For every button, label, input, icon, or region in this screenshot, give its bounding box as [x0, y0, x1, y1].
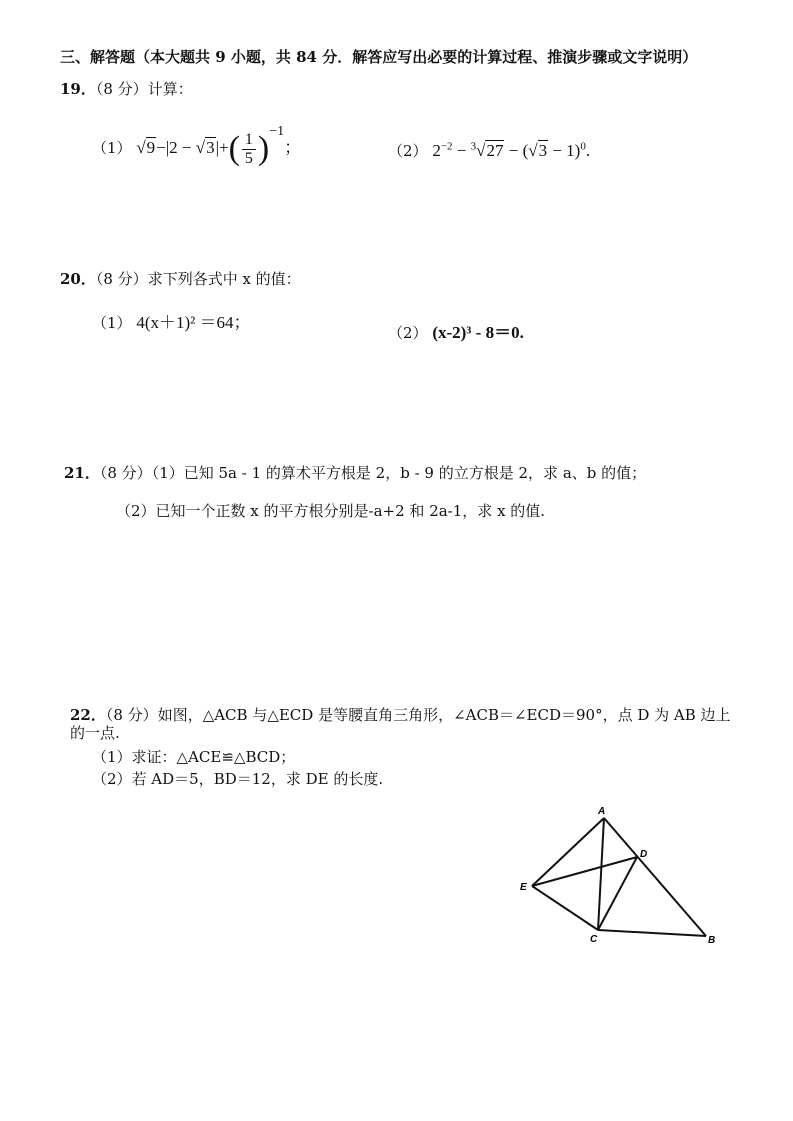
question-20-part-2-label: （2）: [388, 324, 428, 342]
question-21-part-2-text: （2）已知一个正数 x 的平方根分别是-a+2 和 2a-1，求 x 的值.: [116, 502, 546, 520]
question-19-part-1-expression: √9−|2 − √3|+( $\frac{1}{5}$ )$^{-1}$；: [136, 124, 302, 168]
question-19-header: [60, 78, 193, 99]
question-19-part-2-expression: $2^{-2} - ^3√27 - (√3 - 1)^0$.: [432, 140, 591, 160]
segment-cb: [598, 930, 706, 936]
question-21-part-2: [116, 500, 545, 521]
question-20-part-1-label: （1）: [92, 314, 132, 332]
question-22-statement: 如图，△ACB 与△ECD 是等腰直角三角形，∠ACB＝∠ECD＝90°，点 D 为 AB 边上: [157, 706, 731, 724]
question-20-points: （8 分）: [95, 270, 148, 288]
question-20-header: [60, 268, 301, 289]
question-19-part-1-label: （1）: [92, 139, 132, 157]
question-20-part-1-expression: 4(x＋1)² ＝64；: [136, 313, 251, 332]
question-22-points: （8 分）: [105, 706, 158, 724]
triangle-diagram: [500, 800, 740, 960]
segment-ac: [598, 818, 604, 930]
segment-cd: [598, 857, 637, 930]
question-20-number: 20．: [60, 270, 96, 288]
label-a: A: [598, 806, 606, 817]
question-22-line-1: [70, 704, 731, 725]
question-19-part-1: [92, 124, 301, 168]
question-19-points: （8 分）: [95, 80, 148, 98]
question-20-part-2: [388, 318, 524, 343]
question-21-points: （8 分）: [99, 464, 152, 482]
question-20-prompt: 求下列各式中 x 的值：: [147, 270, 301, 288]
question-19-part-2: [388, 140, 590, 161]
question-21-part-1-text: （1）已知 5a - 1 的算术平方根是 2，b - 9 的立方根是 2，求 a、b 的值；: [151, 464, 647, 482]
label-c: C: [590, 934, 598, 945]
segment-ab: [604, 818, 706, 936]
label-e: E: [520, 882, 527, 893]
question-22-part-1: （1）求证：△ACE≌△BCD；: [92, 748, 296, 766]
label-d: D: [640, 849, 648, 860]
question-22-number: 22．: [70, 706, 106, 724]
section-header: 三、解答题（本大题共 9 小题，共 84 分．解答应写出必要的计算过程、推演步骤或文字说明）: [60, 48, 698, 66]
segment-ec: [532, 886, 598, 930]
question-21-number: 21．: [64, 464, 100, 482]
question-19-prompt: 计算：: [147, 80, 193, 98]
question-22-line-2: 的一点.: [70, 724, 120, 742]
question-21-part-1: [64, 462, 646, 483]
question-19-number: 19．: [60, 80, 96, 98]
question-20-part-1: [92, 308, 251, 333]
question-22-part-2: （2）若 AD＝5，BD＝12，求 DE 的长度.: [92, 770, 384, 788]
question-19-part-2-label: （2）: [388, 142, 428, 160]
label-b: B: [708, 935, 716, 946]
question-20-part-2-expression: (x-2)³ - 8＝0.: [432, 323, 524, 342]
